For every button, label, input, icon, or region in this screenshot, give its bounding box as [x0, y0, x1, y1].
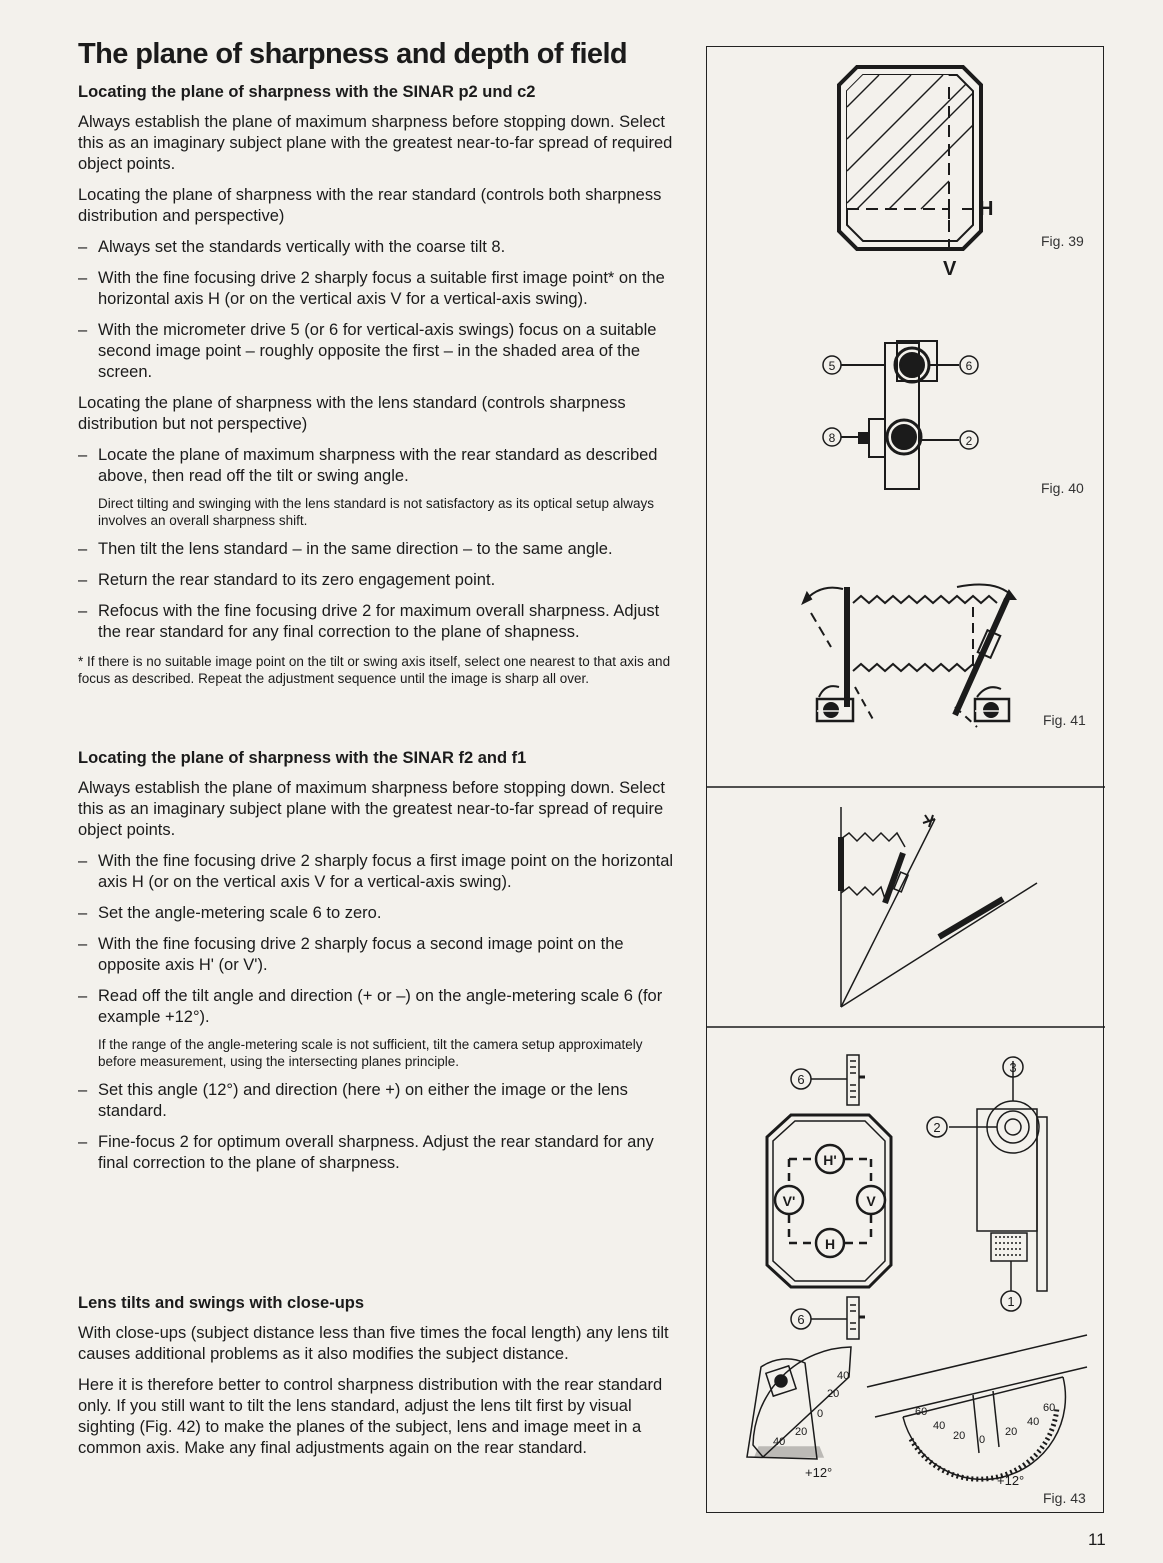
- fig39-caption: Fig. 39: [1041, 233, 1084, 249]
- list-item: – Fine-focus 2 for optimum overall sharpness. Adjust the rear standard for any final correction to the plane of sharpness.: [78, 1133, 654, 1172]
- list-item: – Set the angle-metering scale 6 to zero.: [78, 904, 382, 922]
- lens-note: Direct tilting and swinging with the lens standard is not satisfactory as its optical setup always involves an overall sharpness shift.: [98, 496, 655, 528]
- fig43-screen-h-prime: H': [823, 1152, 837, 1168]
- section3-para2: Here it is therefore better to control sharpness distribution with the rear standard only. If you still want to tilt the lens standard, adjust the lens tilt first by visual sighting (Fig. 42) to make the planes of the subject, lens and image meet in a common axis. Make any final adjustments again on the rear standard.: [78, 1376, 663, 1457]
- fig43-callout-2: 2: [933, 1120, 941, 1135]
- section1-heading: Locating the plane of sharpness with the SINAR p2 und c2: [78, 83, 536, 101]
- figures-svg: [707, 47, 1105, 1514]
- rear-standard-heading: Locating the plane of sharpness with the rear standard (controls both sharpness distribution and perspective): [78, 186, 662, 225]
- section2-heading: Locating the plane of sharpness with the SINAR f2 and f1: [78, 749, 527, 767]
- fig43-screen-v-prime: V': [782, 1193, 796, 1209]
- text-column: [78, 38, 678, 1469]
- fig40-callout-8: 8: [828, 431, 836, 445]
- fig43-left-scale-0: 0: [817, 1408, 824, 1420]
- list-item: – With the fine focusing drive 2 sharply focus a second image point on the opposite axis H' (or V').: [78, 935, 624, 974]
- section3-para1: With close-ups (subject distance less than five times the focal length) any lens tilt causes additional problems as it also modifies the subject distance.: [78, 1324, 669, 1363]
- fig43-right-scale-0: 0: [979, 1434, 986, 1446]
- list-item: – Return the rear standard to its zero engagement point.: [78, 571, 496, 589]
- list-item: – Set this angle (12°) and direction (here +) on either the image or the lens standard.: [78, 1081, 628, 1120]
- fig43-right-scale-20a: 20: [953, 1430, 966, 1442]
- fig43-left-scale-40a: 40: [773, 1436, 786, 1448]
- fig40-callout-5: 5: [828, 359, 836, 373]
- section3-heading: Lens tilts and swings with close-ups: [78, 1294, 365, 1312]
- lens-standard-heading: Locating the plane of sharpness with the lens standard (controls sharpness distribution but not perspective): [78, 394, 626, 433]
- list-item: – With the micrometer drive 5 (or 6 for vertical-axis swings) focus on a suitable second image point – roughly opposite the first – in the shaded area of the screen.: [78, 321, 657, 381]
- fig43-left-scale-20a: 20: [795, 1426, 808, 1438]
- footnote: * If there is no suitable image point on the tilt or swing axis itself, select one nearest to that axis and focus as described. Repeat the adjustment sequence until the image is sharp all over.: [78, 654, 671, 686]
- fig43-left-scale-20b: 20: [827, 1388, 840, 1400]
- fig43-caption: Fig. 43: [1043, 1490, 1086, 1506]
- fig40-callout-2: 2: [965, 434, 973, 448]
- section1-intro: Always establish the plane of maximum sharpness before stopping down. Select this as an imaginary subject plane with the greatest near-to-far spread of required object points.: [78, 113, 673, 173]
- fig43-angle-right: +12°: [997, 1473, 1025, 1488]
- fig43-callout-3: 3: [1009, 1060, 1017, 1075]
- figure-panel: [706, 46, 1104, 1513]
- fig43-standard-side-view: [927, 1057, 1047, 1311]
- section2-intro: Always establish the plane of maximum sharpness before stopping down. Select this as an imaginary subject plane with the greatest near-to-far spread of require object points.: [78, 779, 665, 839]
- fig42-scheimpflug-diagram: [841, 807, 1037, 1007]
- fig43-protractor-left: [747, 1347, 851, 1459]
- fig39-label-v: V: [943, 258, 957, 280]
- fig41-tilt-diagram: [803, 585, 1015, 727]
- fig43-screen-v: V: [866, 1193, 876, 1209]
- fig43-angle-left: +12°: [805, 1465, 833, 1480]
- list-item: – Then tilt the lens standard – in the same direction – to the same angle.: [78, 540, 613, 558]
- fig43-callout-6-bottom: 6: [797, 1312, 805, 1327]
- fig40-caption: Fig. 40: [1041, 480, 1084, 496]
- list-item: – Refocus with the fine focusing drive 2 for maximum overall sharpness. Adjust the rear standard for any final correction to the plane of shapness.: [78, 602, 660, 641]
- fig40-standard-controls: [823, 341, 978, 489]
- list-item: – With the fine focusing drive 2 sharply focus a first image point on the horizontal axis H (or on the vertical axis V for a vertical-axis swing).: [78, 852, 674, 891]
- fig40-callout-6: 6: [965, 359, 973, 373]
- fig43-left-scale-40b: 40: [837, 1370, 850, 1382]
- fig39-label-h: H: [979, 198, 994, 220]
- fig39-focusing-screen: [839, 67, 981, 251]
- fig43-callout-1: 1: [1007, 1294, 1015, 1309]
- list-item: – Always set the standards vertically with the coarse tilt 8.: [78, 238, 506, 256]
- list-item: – Locate the plane of maximum sharpness with the rear standard as described above, then read off the tilt or swing angle.: [78, 446, 658, 485]
- list-item: – Read off the tilt angle and direction (+ or –) on the angle-metering scale 6 (for example +12°).: [78, 987, 663, 1026]
- fig43-right-scale-20b: 20: [1005, 1426, 1018, 1438]
- page-number: 11: [1088, 1530, 1106, 1549]
- page-title: The plane of sharpness and depth of field: [78, 38, 628, 70]
- fig43-right-scale-60a: 60: [915, 1406, 928, 1418]
- fig43-screen-h: H: [824, 1236, 836, 1252]
- fig43-right-scale-60b: 60: [1043, 1402, 1056, 1414]
- fig43-callout-6-top: 6: [797, 1072, 805, 1087]
- section2-note: If the range of the angle-metering scale is not sufficient, tilt the camera setup approximately before measurement, using the intersecting planes principle.: [98, 1037, 643, 1069]
- fig41-caption: Fig. 41: [1043, 712, 1086, 728]
- fig43-right-scale-40b: 40: [1027, 1416, 1040, 1428]
- list-item: – With the fine focusing drive 2 sharply focus a suitable first image point* on the horizontal axis H (or on the vertical axis V for a vertical-axis swing).: [78, 269, 665, 308]
- fig43-right-scale-40a: 40: [933, 1420, 946, 1432]
